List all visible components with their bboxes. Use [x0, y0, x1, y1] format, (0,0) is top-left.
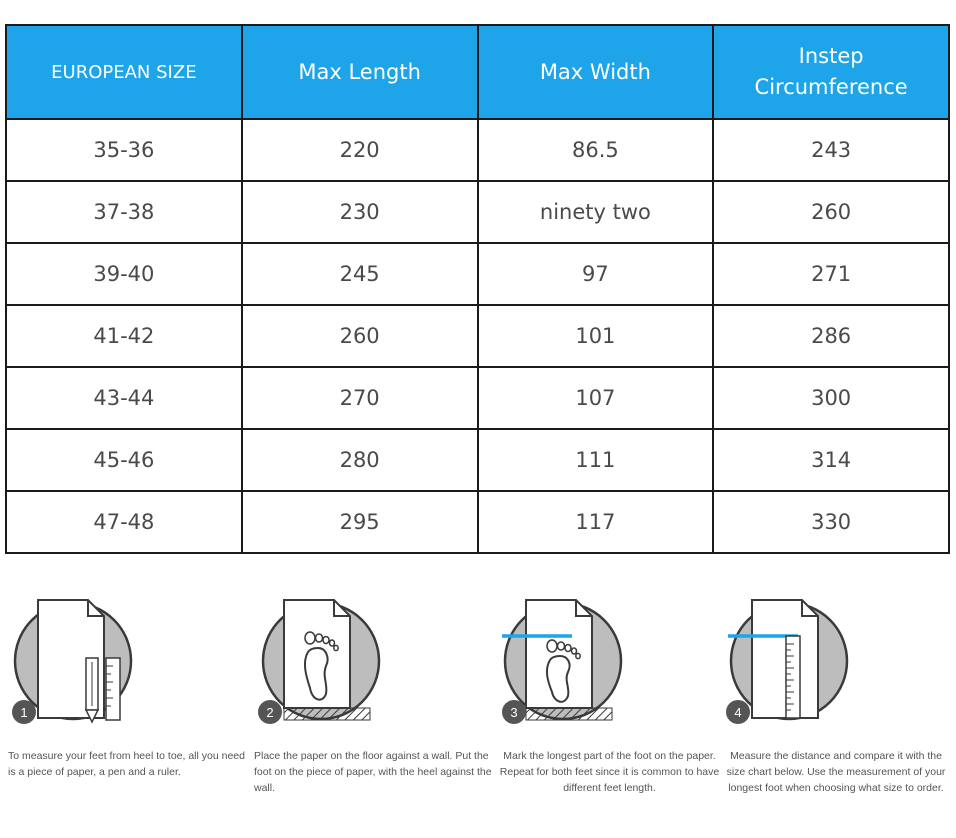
paper-pen-ruler-icon: [8, 596, 138, 726]
measure-distance-icon: [724, 596, 854, 726]
table-cell: 260: [242, 305, 478, 367]
svg-text:1: 1: [20, 705, 28, 720]
step-2-illustration: [256, 596, 386, 726]
table-cell: 117: [478, 491, 714, 553]
table-cell: 330: [713, 491, 949, 553]
header-max-length: Max Length: [242, 25, 478, 119]
mark-foot-icon: [498, 596, 628, 726]
svg-text:2: 2: [266, 705, 274, 720]
header-instep-circumference: Instep Circumference: [713, 25, 949, 119]
table-cell: 43-44: [6, 367, 242, 429]
step-4-caption: [720, 748, 952, 796]
table-cell: 107: [478, 367, 714, 429]
caption-line: different feet length.: [563, 782, 656, 794]
table-cell: 45-46: [6, 429, 242, 491]
step-1-caption: [8, 748, 253, 780]
svg-text:4: 4: [734, 705, 742, 720]
table-cell: 86.5: [478, 119, 714, 181]
header-european-size: EUROPEAN SIZE: [6, 25, 242, 119]
table-row: [6, 429, 949, 491]
table-cell: 280: [242, 429, 478, 491]
caption-line: wall.: [254, 782, 276, 794]
caption-line: longest foot when choosing what size to order.: [728, 782, 944, 794]
table-cell: 97: [478, 243, 714, 305]
caption-line: Repeat for both feet since it is common to have: [499, 766, 720, 778]
table-cell: 271: [713, 243, 949, 305]
caption-line: size chart below. Use the measurement of your: [726, 766, 946, 778]
table-cell: 39-40: [6, 243, 242, 305]
table-row: [6, 181, 949, 243]
step-2-caption: [254, 748, 499, 796]
table-cell: 314: [713, 429, 949, 491]
table-row: [6, 119, 949, 181]
table-cell: 35-36: [6, 119, 242, 181]
table-row: [6, 243, 949, 305]
step-1-illustration: [8, 596, 138, 726]
table-cell: 260: [713, 181, 949, 243]
caption-line: Measure the distance and compare it with the: [730, 750, 942, 762]
table-cell: 101: [478, 305, 714, 367]
caption-line: is a piece of paper, a pen and a ruler.: [8, 766, 181, 778]
table-row: [6, 305, 949, 367]
table-cell: 245: [242, 243, 478, 305]
caption-line: foot on the piece of paper, with the heel against the: [254, 766, 492, 778]
table-row: [6, 367, 949, 429]
svg-text:3: 3: [510, 705, 518, 720]
step-4-illustration: [724, 596, 854, 726]
ruler: [786, 636, 800, 718]
table-cell: ninety two: [478, 181, 714, 243]
table-cell: 230: [242, 181, 478, 243]
foot-on-paper-icon: [256, 596, 386, 726]
table-cell: 286: [713, 305, 949, 367]
step-3-illustration: [498, 596, 628, 726]
table-cell: 220: [242, 119, 478, 181]
table-header-row: [6, 25, 949, 119]
table-cell: 243: [713, 119, 949, 181]
table-cell: 41-42: [6, 305, 242, 367]
table-row: [6, 491, 949, 553]
caption-line: Place the paper on the floor against a wall. Put the: [254, 750, 489, 762]
table-cell: 270: [242, 367, 478, 429]
caption-line: Mark the longest part of the foot on the paper.: [503, 750, 716, 762]
table-cell: 295: [242, 491, 478, 553]
caption-line: To measure your feet from heel to toe, all you need: [8, 750, 245, 762]
table-cell: 37-38: [6, 181, 242, 243]
header-max-width: Max Width: [478, 25, 714, 119]
step-3-caption: [497, 748, 722, 796]
table-cell: 300: [713, 367, 949, 429]
size-chart-table: [5, 24, 950, 554]
table-cell: 111: [478, 429, 714, 491]
table-cell: 47-48: [6, 491, 242, 553]
